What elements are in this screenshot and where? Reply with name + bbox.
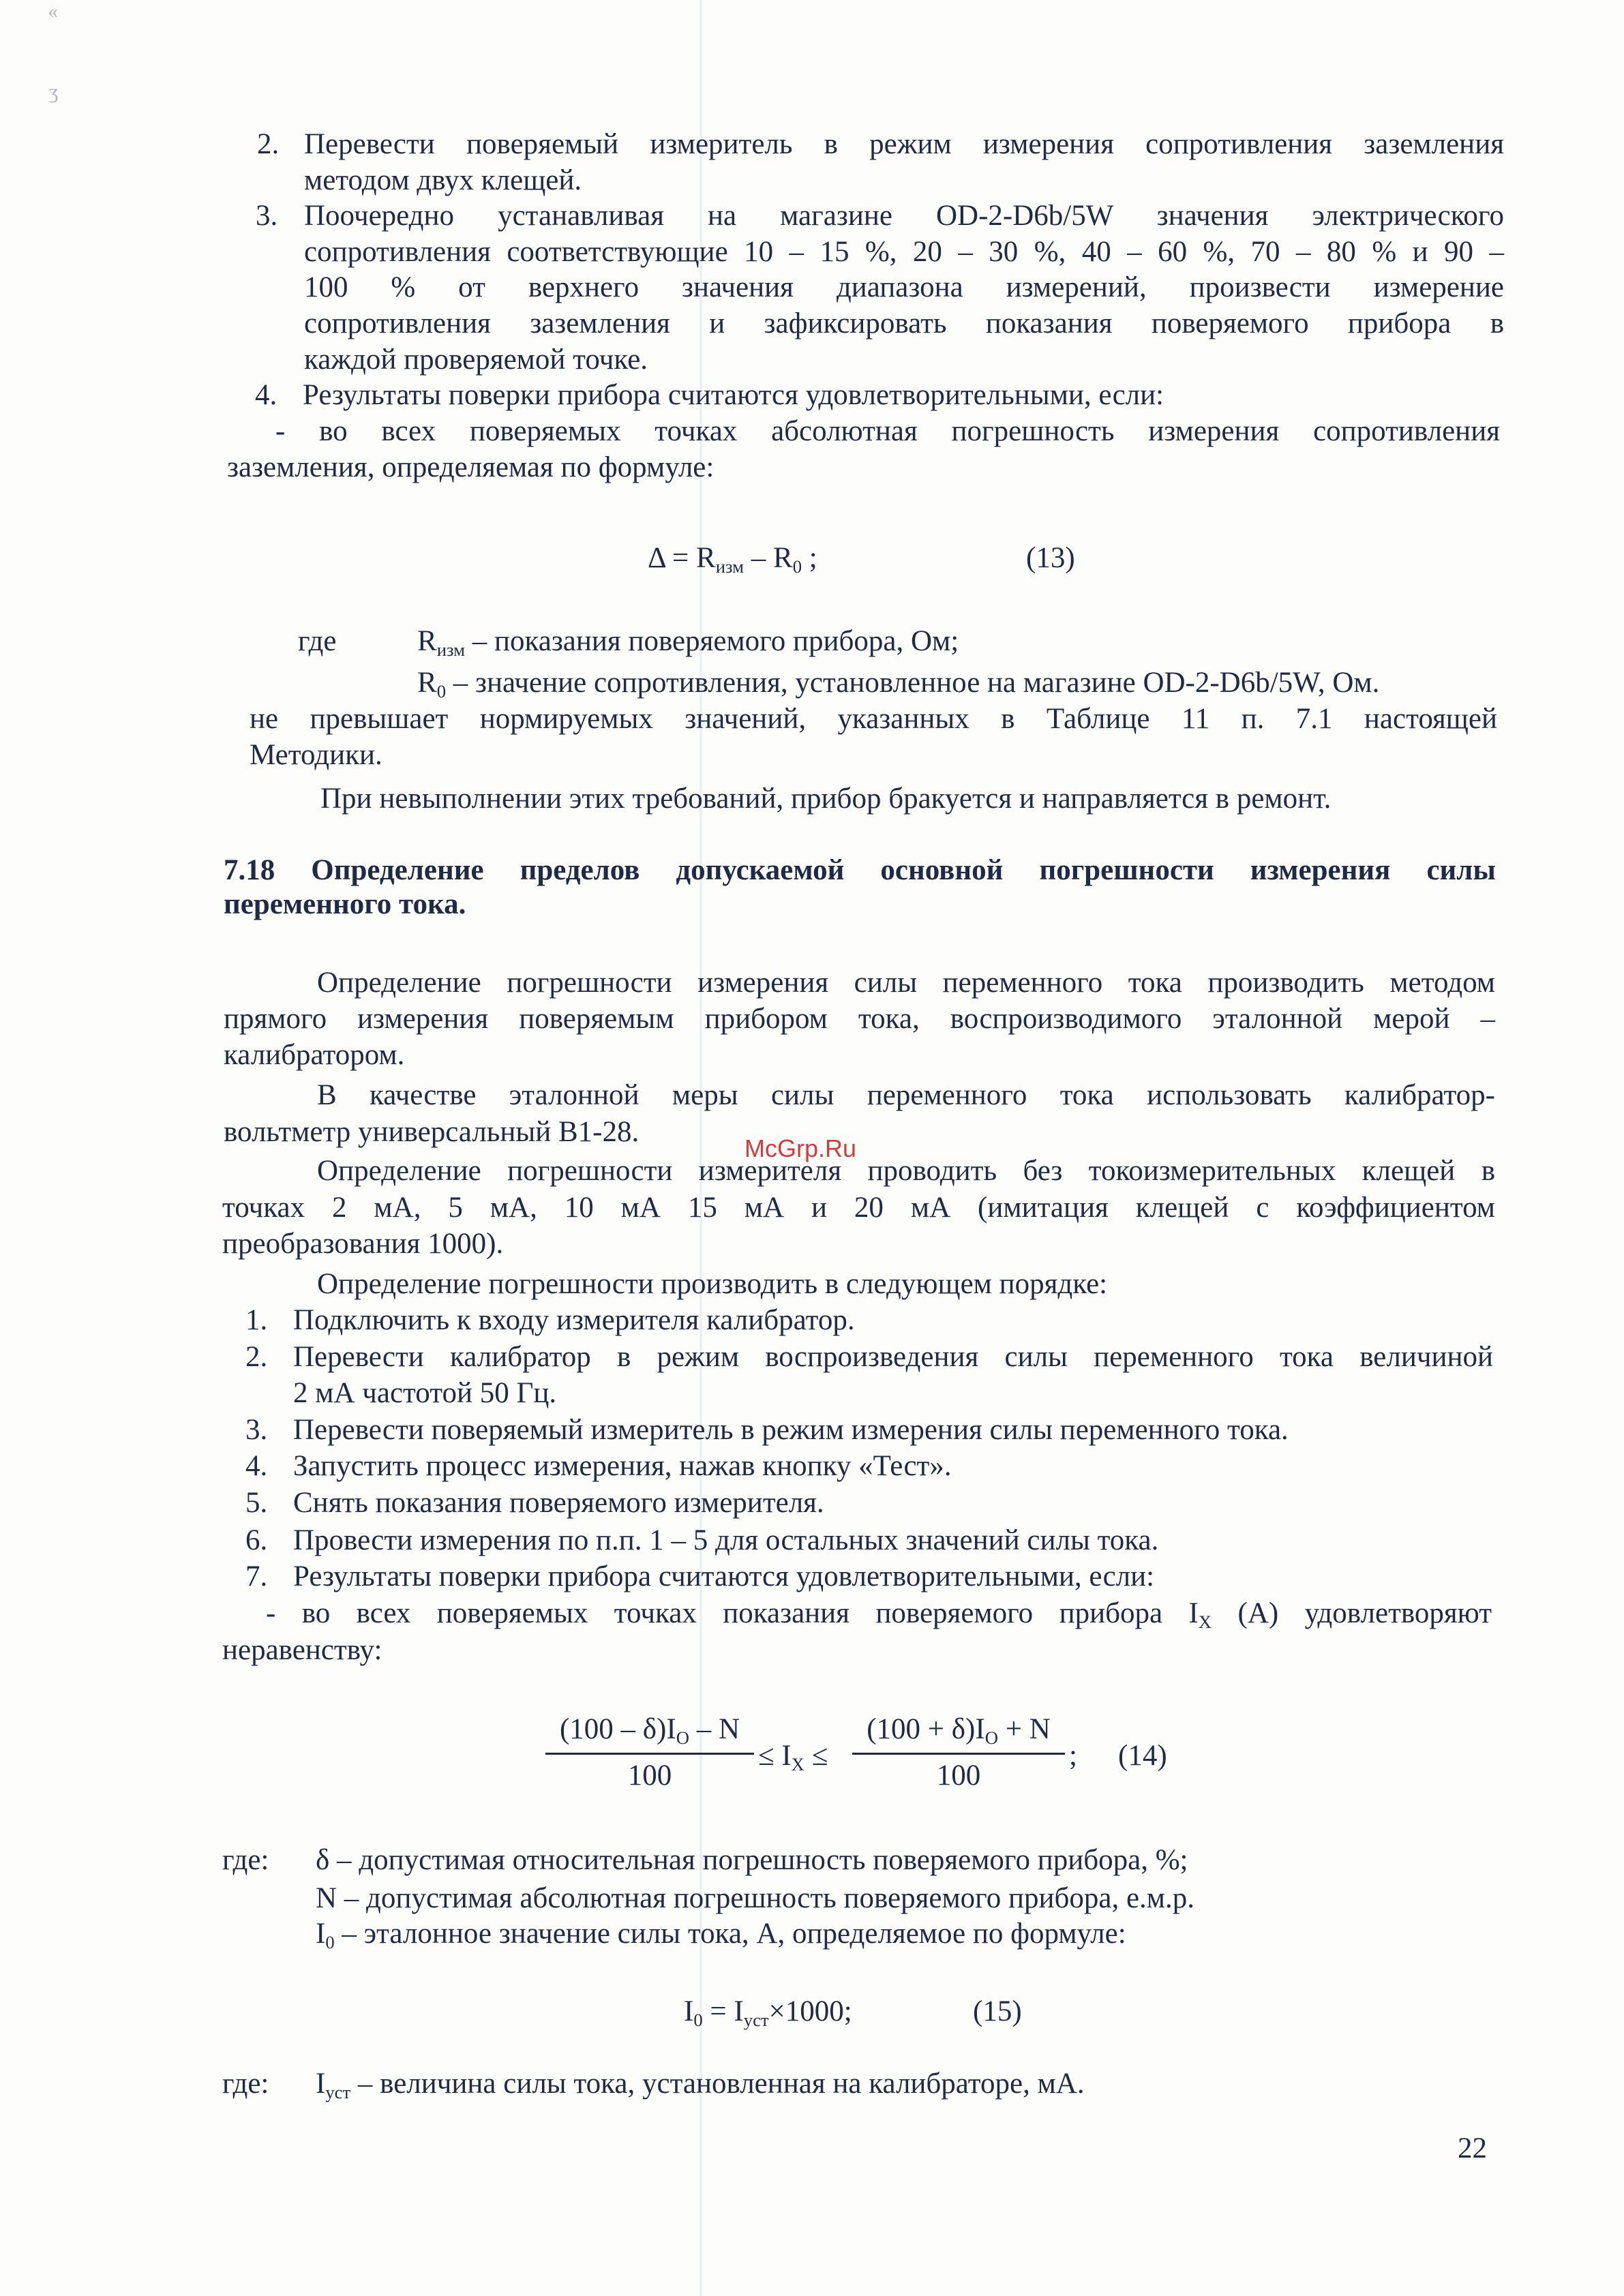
fraction-bar [852,1753,1065,1755]
list-item-line: сопротивления заземления и зафиксировать показания поверяемого прибора в [304,307,1504,339]
list-item-number: 3. [256,200,278,232]
list-item-line: Результаты поверки прибора считаются удовлетворительными, если: [293,1560,1155,1592]
list-item-number: 4. [245,1450,268,1482]
paragraph-line: калибратором. [224,1039,405,1071]
list-item-line: 100 % от верхнего значения диапазона измерений, произвести измерение [304,271,1504,303]
condition-line: заземления, определяемая по формуле: [227,451,715,483]
list-item-line: методом двух клещей. [304,164,582,196]
list-item-line: Перевести поверяемый измеритель в режим измерения силы переменного тока. [293,1414,1289,1446]
formula-14-middle: ≤ $I_X$ ≤ [758,1740,828,1774]
list-item-line: каждой проверяемой точке. [304,344,648,376]
list-item-line: Поочередно устанавливая на магазине OD-2-D6b/5W значения электрического [304,200,1504,232]
paragraph-line: В качестве эталонной меры силы переменного тока использовать калибратор- [317,1079,1495,1111]
formula-14-semicolon: ; [1069,1740,1077,1772]
condition-line: неравенству: [222,1634,382,1666]
definition-line: N – допустимая абсолютная погрешность поверяемого прибора, е.м.р. [316,1882,1195,1914]
list-item-number: 1. [245,1304,268,1336]
paragraph-line: точках 2 мА, 5 мА, 10 мА 15 мА и 20 мА (имитация клещей с коэффициентом [222,1192,1495,1224]
formula-number: (15) [973,1995,1022,2027]
formula-13: $\Delta = R_{изм} - R_0$ ; [648,542,817,577]
paragraph-line: Определение погрешности производить в следующем порядке: [317,1268,1108,1300]
paragraph-line: прямого измерения поверяемым прибором тока, воспроизводимого эталонной мерой – [224,1003,1495,1035]
formula-number: (14) [1118,1740,1167,1772]
where-label: где: [222,1844,269,1876]
definition-line: $I_{уст}$ – величина силы тока, установленная на калибраторе, мА. [316,2068,1085,2102]
paragraph-line: преобразования 1000). [222,1228,504,1260]
paragraph-line: вольтметр универсальный В1-28. [224,1116,640,1148]
list-item-number: 7. [245,1560,268,1592]
scan-mark: « [48,0,58,22]
where-label: где: [222,2068,269,2100]
list-item-line: 2 мА частотой 50 Гц. [293,1377,557,1409]
fraction-bar [545,1753,754,1755]
section-heading: 7.18 Определение пределов допускаемой основной погрешности измерения силы [224,854,1496,886]
list-item-line: Перевести поверяемый измеритель в режим измерения сопротивления заземления [304,128,1504,160]
paragraph-line: Определение погрешности измерения силы переменного тока производить методом [317,967,1495,999]
text-line: Методики. [250,739,382,771]
scan-mark: ʒ [49,80,59,103]
condition-line: - во всех поверяемых точках абсолютная погрешность измерения сопротивления [275,415,1500,447]
list-item-line: Подключить к входу измерителя калибратор. [293,1304,855,1336]
list-item-line: Снять показания поверяемого измерителя. [293,1487,824,1519]
list-item-line: Запустить процесс измерения, нажав кнопку «Тест». [293,1450,952,1482]
text-line: При невыполнении этих требований, прибор бракуется и направляется в ремонт. [320,783,1332,815]
section-heading: переменного тока. [224,888,466,920]
formula-number: (13) [1026,542,1075,574]
watermark: McGrp.Ru [745,1134,857,1162]
list-item-number: 3. [245,1414,268,1446]
formula-15: $I_0 = I_{уст}\times 1000$; [684,1995,852,2030]
formula-14-right-fraction: $(100 + \delta)I_O + N$ 100 [852,1712,1065,1792]
list-item-number: 2. [257,128,280,160]
list-item-number: 4. [255,379,277,411]
page-number: 22 [1458,2132,1487,2164]
condition-line: - во всех поверяемых точках показания поверяемого прибора $I_X$ (А) удовлетворяют [266,1597,1492,1632]
list-item-number: 6. [245,1524,268,1556]
list-item-line: Перевести калибратор в режим воспроизведения силы переменного тока величиной [293,1341,1493,1373]
text-line: не превышает нормируемых значений, указанных в Таблице 11 п. 7.1 настоящей [250,703,1497,735]
list-item-number: 5. [245,1487,268,1519]
definition-line: $R_0$ – значение сопротивления, установленное на магазине OD-2-D6b/5W, Ом. [417,667,1380,701]
where-label: где [298,625,337,657]
definition-line: δ – допустимая относительная погрешность поверяемого прибора, %; [316,1844,1188,1876]
list-item-line: Результаты поверки прибора считаются удовлетворительными, если: [303,379,1164,411]
list-item-number: 2. [245,1341,268,1373]
formula-14-left-fraction: $(100 - \delta)I_O$ – N 100 [545,1712,754,1792]
definition-line: $I_0$ – эталонное значение силы тока, А, определяемое по формуле: [316,1918,1126,1952]
paragraph-line: Определение погрешности измерителя проводить без токоизмерительных клещей в [317,1155,1495,1187]
definition-line: $R_{изм}$ – показания поверяемого прибора, Ом; [417,625,959,660]
list-item-line: сопротивления соответствующие 10 – 15 %, 20 – 30 %, 40 – 60 %, 70 – 80 % и 90 – [304,236,1504,268]
list-item-line: Провести измерения по п.п. 1 – 5 для остальных значений силы тока. [293,1524,1159,1556]
